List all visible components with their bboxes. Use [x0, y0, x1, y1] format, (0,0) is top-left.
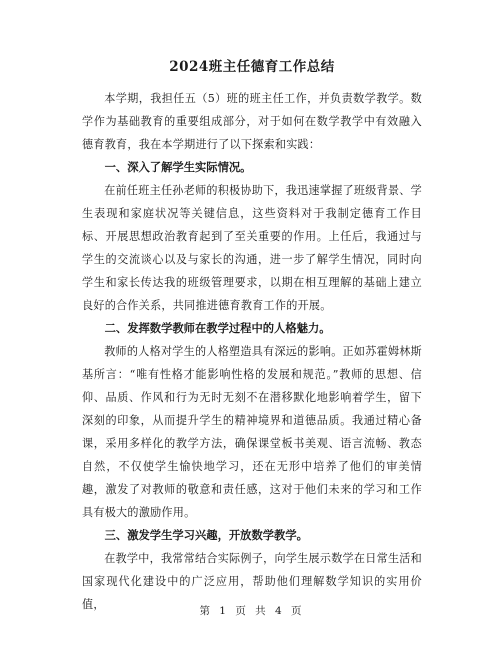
section-1-paragraph: 在前任班主任孙老师的积极协助下，我迅速掌握了班级背景、学生表现和家庭状况等关键信息，这些资料对于我制定德育工作目标、开展思想政治教育起到了至关重要的作用。上任后，我通过与学生的交流谈心以及与家长的沟通，进一步了解学生情况，同时向学生和家长传达我的班级管理要求，以期在相互理解的基础上建立良好的合作关系，共同推进德育教育工作的开展。	[82, 184, 422, 312]
intro-paragraph: 本学期，我担任五（5）班的班主任工作，并负责数学教学。数学作为基础教育的重要组成部分，对于如何在数学教学中有效融入德育教育，我在本学期进行了以下探索和实践：	[82, 92, 422, 151]
document-body	[82, 55, 422, 616]
section-heading-3: 三、激发学生学习兴趣，开放数学教学。	[104, 528, 308, 542]
page-number-footer: 第 1 页 共 4 页	[199, 605, 303, 617]
section-heading-2: 二、发挥数学教师在教学过程中的人格魅力。	[104, 321, 331, 335]
section-heading-1: 一、深入了解学生实际情况。	[104, 160, 252, 174]
document-title: 2024班主任德育工作总结	[169, 59, 335, 75]
section-3-paragraph: 在教学中，我常常结合实际例子，向学生展示数学在日常生活和国家现代化建设中的广泛应用，帮助他们理解数学知识的实用价值，	[82, 552, 422, 611]
section-2-paragraph: 教师的人格对学生的人格塑造具有深远的影响。正如苏霍姆林斯基所言：“唯有性格才能影响性格的发展和规范。”教师的思想、信仰、品质、作风和行为无时无刻不在潜移默化地影响着学生，留下深刻的印象，从而提升学生的精神境界和道德品质。我通过精心备课，采用多样化的教学方法，确保课堂板书美观、语言流畅、教态自然，不仅使学生愉快地学习，还在无形中培养了他们的审美情趣，激发了对教师的敬意和责任感，这对于他们未来的学习和工作具有极大的激励作用。	[82, 345, 422, 519]
